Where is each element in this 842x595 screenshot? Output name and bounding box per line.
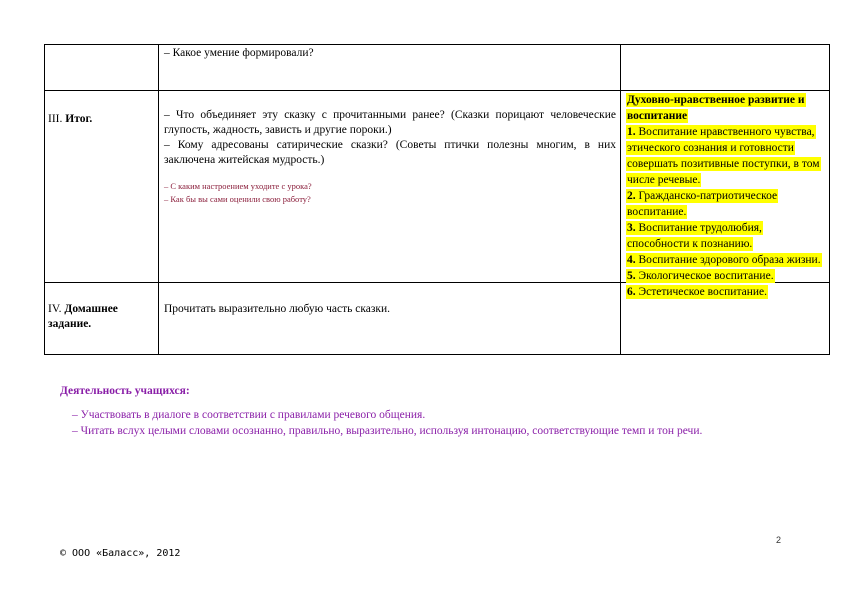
stage-name: Итог.: [65, 113, 93, 125]
row1-content: [164, 108, 616, 206]
goal-num: 6.: [627, 286, 636, 298]
activity-item: – Читать вслух целыми словами осознанно, правильно, выразительно, используя интонацию, соответствующие темп и тон речи.: [72, 424, 703, 437]
reflection-question-1: – С каким настроением уходите с урока?: [164, 181, 312, 191]
goals-column: [626, 92, 826, 300]
homework-content: Прочитать выразительно любую часть сказки.: [164, 303, 391, 315]
activity-title: Деятельность учащихся:: [60, 385, 190, 397]
goal-num: 3.: [627, 222, 636, 234]
page-number: 2: [776, 535, 782, 545]
lesson-table: [44, 44, 830, 355]
goal-num: 5.: [627, 270, 636, 282]
stage-name: Домашнее задание.: [48, 303, 118, 330]
goal-num: 4.: [627, 254, 636, 266]
stage-number: III.: [48, 113, 63, 125]
goal-num: 2.: [627, 190, 636, 202]
goal-text: Воспитание трудолюбия, способности к познанию.: [627, 222, 762, 250]
reflection-question-2: – Как бы вы сами оценили свою работу?: [164, 194, 311, 204]
student-activity: [60, 385, 790, 439]
goals-title: Духовно-нравственное развитие и воспитание: [627, 94, 805, 122]
goal-text: Эстетическое воспитание.: [638, 286, 768, 298]
goal-text: Гражданско-патриотическое воспитание.: [627, 190, 778, 218]
goal-text: Воспитание здорового образа жизни.: [638, 254, 821, 266]
copyright-footer: © ООО «Баласс», 2012: [60, 548, 181, 559]
stage-number: IV.: [48, 303, 62, 315]
row1-line-2: – Кому адресованы сатирические сказки? (Советы птички полезны многим, в них заключена житейская мудрость.): [164, 139, 616, 166]
activity-item: – Участвовать в диалоге в соответствии с правилами речевого общения.: [72, 409, 426, 421]
goal-text: Экологическое воспитание.: [638, 270, 774, 282]
stage-homework-label: [48, 302, 154, 332]
row1-line-1: – Что объединяет эту сказку с прочитанными ранее? (Сказки порицают человеческие глупость, жадность, зависть и другие пороки.): [164, 109, 616, 136]
row0-content: – Какое умение формировали?: [164, 47, 314, 59]
goal-num: 1.: [627, 126, 636, 138]
stage-result-label: [48, 112, 154, 127]
goal-text: Воспитание нравственного чувства, этического сознания и готовности совершать позитивные поступки, в том числе речевые.: [627, 126, 820, 186]
